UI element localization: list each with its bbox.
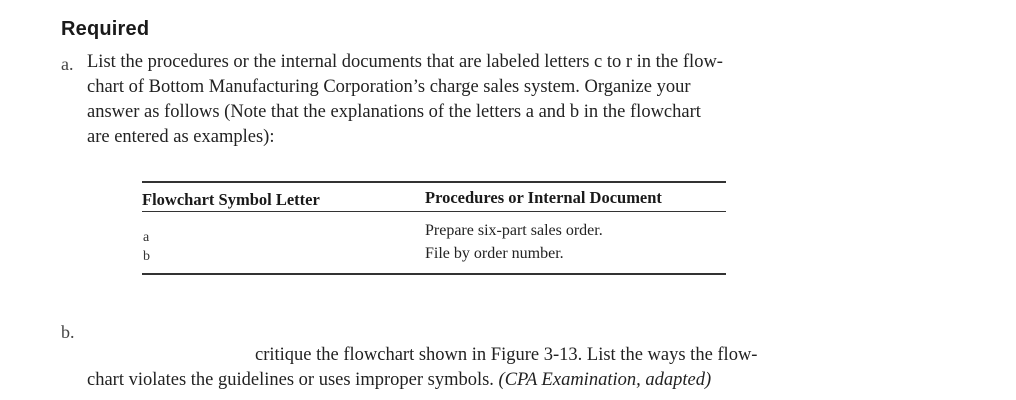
- part-b-line-1: critique the flowchart shown in Figure 3-13. List the ways the flow-: [255, 345, 758, 365]
- table-top-rule: [142, 181, 726, 183]
- required-heading: Required: [61, 18, 150, 40]
- table-header-procedure: Procedures or Internal Document: [425, 188, 662, 207]
- part-b-marker: b.: [61, 322, 75, 342]
- table-header-rule: [142, 211, 726, 212]
- part-b-source: (CPA Examination, adapted): [498, 370, 712, 390]
- part-a-line-4: are entered as examples):: [87, 127, 275, 147]
- part-a-line-3: answer as follows (Note that the explanations of the letters a and b in the flowchart: [87, 102, 701, 122]
- part-b-line-2-container: [87, 368, 711, 393]
- table-header-letter: Flowchart Symbol Letter: [142, 190, 320, 209]
- part-b-line-2: chart violates the guidelines or uses improper symbols.: [87, 370, 494, 390]
- part-a-marker: a.: [61, 54, 74, 74]
- part-a-line-1: List the procedures or the internal documents that are labeled letters c to r in the flow-: [87, 52, 723, 72]
- row-description: File by order number.: [425, 245, 564, 262]
- part-a-line-2: chart of Bottom Manufacturing Corporation’s charge sales system. Organize your: [87, 77, 691, 97]
- row-letter: b: [143, 249, 150, 264]
- row-description: Prepare six-part sales order.: [425, 222, 603, 239]
- table-bottom-rule: [142, 273, 726, 275]
- part-a-text: [87, 50, 723, 150]
- row-letter: a: [143, 230, 150, 245]
